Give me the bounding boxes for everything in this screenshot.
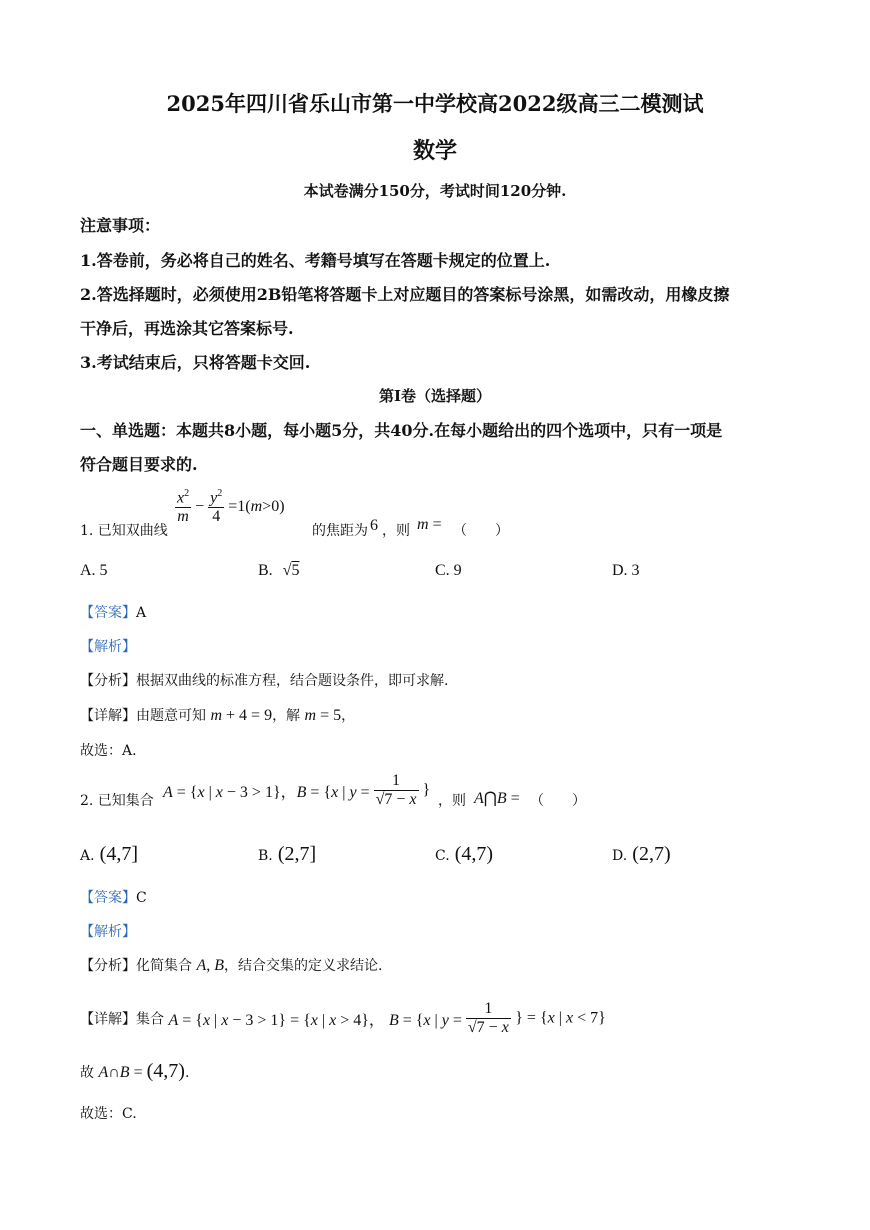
q2-option-a: A. (4,7]: [80, 843, 138, 865]
q1-m-equals: m =: [417, 516, 442, 533]
q2-set-definitions: A = {x | x − 3 > 1}，B = {x | y = $\frac{1}{√7 - x}$ }: [163, 772, 431, 808]
q2-prefix: 2. 已知集合: [80, 793, 154, 809]
note-item-2: 2.答选择题时，必须使用2B铅笔将答题卡上对应题目的答案标号涂黑，如需改动，用橡皮擦: [80, 285, 730, 304]
note-item-1: 1.答卷前，务必将自己的姓名、考籍号填写在答题卡规定的位置上.: [80, 251, 551, 270]
q2-blank: （ ）: [530, 793, 586, 809]
q2-option-d: D. (2,7): [612, 843, 671, 865]
q1-option-b: B. √5: [258, 562, 300, 579]
exam-title: 2025年四川省乐山市第一中学校高2022级高三二模测试: [166, 91, 704, 116]
q1-blank: （ ）: [453, 523, 509, 539]
q1-prefix: 1. 已知双曲线: [80, 523, 168, 539]
q1-option-b-value: 5: [291, 562, 300, 579]
q1-option-c: C. 9: [435, 562, 462, 579]
q1-option-d: D. 3: [612, 562, 640, 579]
q1-suffix: ，则: [382, 523, 410, 539]
q2-result: 故 A∩B = (4,7).: [80, 1060, 190, 1082]
q1-hyperbola-equation: $\frac{x^2}{m}$ − $\frac{y^2}{4}$ =1(m>0): [177, 488, 285, 526]
q2-option-b: B. (2,7]: [258, 843, 317, 865]
q2-fenxi: 【分析】化简集合 A, B，结合交集的定义求结论.: [80, 957, 383, 974]
q2-xiangjie: 【详解】集合 A = {x | x − 3 > 1} = {x | x > 4}， B = {x | y = $\frac{1}{√7 - x}$ } = {x | x < 7}: [80, 1000, 606, 1036]
q2-answer: 【答案】C: [80, 890, 147, 906]
q2-then: ，则: [438, 793, 466, 809]
exam-info: 本试卷满分150分，考试时间120分钟.: [303, 182, 567, 200]
q2-intersection: A⋂B =: [474, 790, 520, 807]
notes-heading: 注意事项：: [80, 216, 161, 235]
q2-choose: 故选：C.: [80, 1106, 137, 1122]
section-instructions-cont: 符合题目要求的.: [80, 455, 198, 474]
q1-xiangjie: 【详解】由题意可知 m + 4 = 9，解 m = 5，: [80, 707, 356, 724]
subject-title: 数学: [412, 138, 457, 164]
q1-fenxi: 【分析】根据双曲线的标准方程，结合题设条件，即可求解.: [80, 673, 449, 689]
section-instructions: 一、单选题：本题共8小题，每小题5分，共40分.在每小题给出的四个选项中，只有一项是: [80, 421, 723, 440]
q1-focal: 6: [370, 517, 378, 534]
q2-analysis-tag: 【解析】: [80, 924, 136, 940]
part-heading: 第I卷（选择题）: [378, 387, 492, 405]
q1-answer: 【答案】A: [80, 605, 147, 621]
q1-analysis-tag: 【解析】: [80, 639, 136, 655]
note-item-3: 3.考试结束后，只将答题卡交回.: [80, 353, 311, 372]
q2-option-c: C. (4,7): [435, 843, 494, 865]
q1-mid: 的焦距为: [312, 523, 368, 539]
note-item-2-cont: 干净后，再选涂其它答案标号.: [80, 319, 294, 338]
q1-option-a: A. 5: [80, 562, 108, 579]
q1-choose: 故选：A.: [80, 743, 137, 759]
